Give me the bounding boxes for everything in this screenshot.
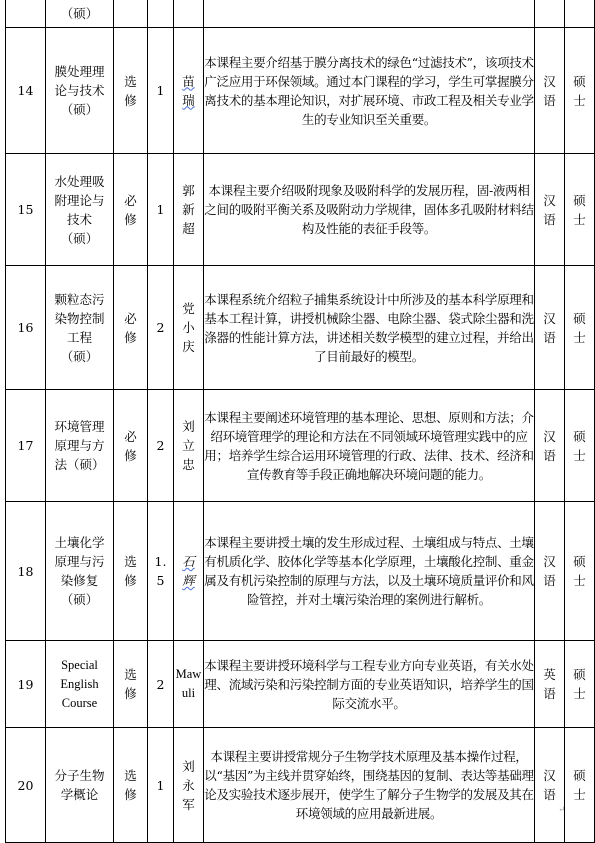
- course-level: 硕士: [565, 502, 595, 641]
- course-name: Special English Course: [46, 641, 114, 728]
- course-description: 本课程主要讲授土壤的发生形成过程、土壤组成与特点、土壤有机质化学、胶体化学等基本化学原理，土壤酸化控制、重金属及有机污染控制的原理与方法，以及土壤环境质量评价和风险管控，并对土壤污染治理的案例进行解析。: [204, 502, 535, 641]
- row-number: 15: [6, 154, 46, 266]
- table-row: [6, 502, 595, 641]
- course-credit: 2: [148, 266, 174, 390]
- course-table: [5, 0, 595, 843]
- table-row: [6, 641, 595, 728]
- course-name: 水处理吸附理论与技术（硕）: [46, 154, 114, 266]
- course-description: 本课程主要讲授环境科学与工程专业方向专业英语，有关水处理、流域污染和污染控制方面的专业英语知识，培养学生的国际交流水平。: [204, 641, 535, 728]
- course-teacher: 刘立忠: [174, 390, 204, 502]
- course-type: 选修: [114, 728, 148, 843]
- course-teacher: 刘永军: [174, 728, 204, 843]
- course-teacher: 石辉: [174, 502, 204, 641]
- course-level: 硕士: [565, 154, 595, 266]
- table-row-partial: [6, 0, 595, 28]
- course-credit: 1: [148, 154, 174, 266]
- course-type: 必修: [114, 266, 148, 390]
- course-language: 英语: [535, 641, 565, 728]
- course-language: 汉语: [535, 154, 565, 266]
- course-teacher: Mawuli: [174, 641, 204, 728]
- paragraph-mark: ↵: [558, 805, 565, 814]
- table-row: [6, 728, 595, 843]
- course-language: 汉语: [535, 390, 565, 502]
- course-description: 本课程主要介绍基于膜分离技术的绿色“过滤技术”，该项技术广泛应用于环保领域。通过本门课程的学习，学生可掌握膜分离技术的基本理论知识，对扩展环境、市政工程及相关专业学生的专业知识至关重要。: [204, 28, 535, 154]
- course-type: 选修: [114, 641, 148, 728]
- course-name: 膜处理理论与技术（硕）: [46, 28, 114, 154]
- row-number: 19: [6, 641, 46, 728]
- row-number: 17: [6, 390, 46, 502]
- table-row: [6, 154, 595, 266]
- course-description: 本课程主要阐述环境管理的基本理论、思想、原则和方法；介绍环境管理学的理论和方法在不同领域环境管理实践中的应用；培养学生综合运用环境管理的行政、法律、技术、经济和宣传教育等手段正确地解决环境问题的能力。: [204, 390, 535, 502]
- row-number: 20: [6, 728, 46, 843]
- course-name: 颗粒态污染物控制工程（硕）: [46, 266, 114, 390]
- course-level: 硕士: [565, 28, 595, 154]
- course-teacher: 郭新超: [174, 154, 204, 266]
- course-language: 汉语: [535, 502, 565, 641]
- course-credit: 1: [148, 728, 174, 843]
- table-row: [6, 390, 595, 502]
- course-language: 汉语: [535, 28, 565, 154]
- row-number: 16: [6, 266, 46, 390]
- course-name: 环境管理原理与方法（硕）: [46, 390, 114, 502]
- course-type: 选修: [114, 28, 148, 154]
- course-credit: 1.5: [148, 502, 174, 641]
- course-level: 硕士: [565, 390, 595, 502]
- course-description: 本课程主要讲授常规分子生物学技术原理及基本操作过程，以“基因”为主线并贯穿始终，围绕基因的复制、表达等基础理论及实验技术逐步展开，使学生了解分子生物学的发展及其在环境领域的应用最新进展。: [204, 728, 535, 843]
- course-description: 本课程系统介绍粒子捕集系统设计中所涉及的基本科学原理和基本工程计算，讲授机械除尘器、电除尘器、袋式除尘器和洗涤器的性能计算方法，讲述相关数学模型的建立过程，并给出了目前最好的模型。: [204, 266, 535, 390]
- course-level: 硕士: [565, 266, 595, 390]
- table-row: [6, 28, 595, 154]
- row-number: 14: [6, 28, 46, 154]
- course-type: 必修: [114, 154, 148, 266]
- course-teacher: 苗瑞: [174, 28, 204, 154]
- course-teacher: 党小庆: [174, 266, 204, 390]
- course-type: 必修: [114, 390, 148, 502]
- course-name: （硕）: [46, 0, 114, 28]
- course-level: 硕士: [565, 641, 595, 728]
- course-credit: 1: [148, 28, 174, 154]
- course-type: 选修: [114, 502, 148, 641]
- course-credit: 2: [148, 641, 174, 728]
- course-language: 汉语: [535, 728, 565, 843]
- course-name: 土壤化学原理与污染修复（硕）: [46, 502, 114, 641]
- course-description: 本课程主要介绍吸附现象及吸附科学的发展历程，固-液两相之间的吸附平衡关系及吸附动力学规律，固体多孔吸附材料结构及性能的表征手段等。: [204, 154, 535, 266]
- course-credit: 2: [148, 390, 174, 502]
- course-language: 汉语: [535, 266, 565, 390]
- table-row: [6, 266, 595, 390]
- row-number: 18: [6, 502, 46, 641]
- course-name: 分子生物学概论: [46, 728, 114, 843]
- course-level: 硕士: [565, 728, 595, 843]
